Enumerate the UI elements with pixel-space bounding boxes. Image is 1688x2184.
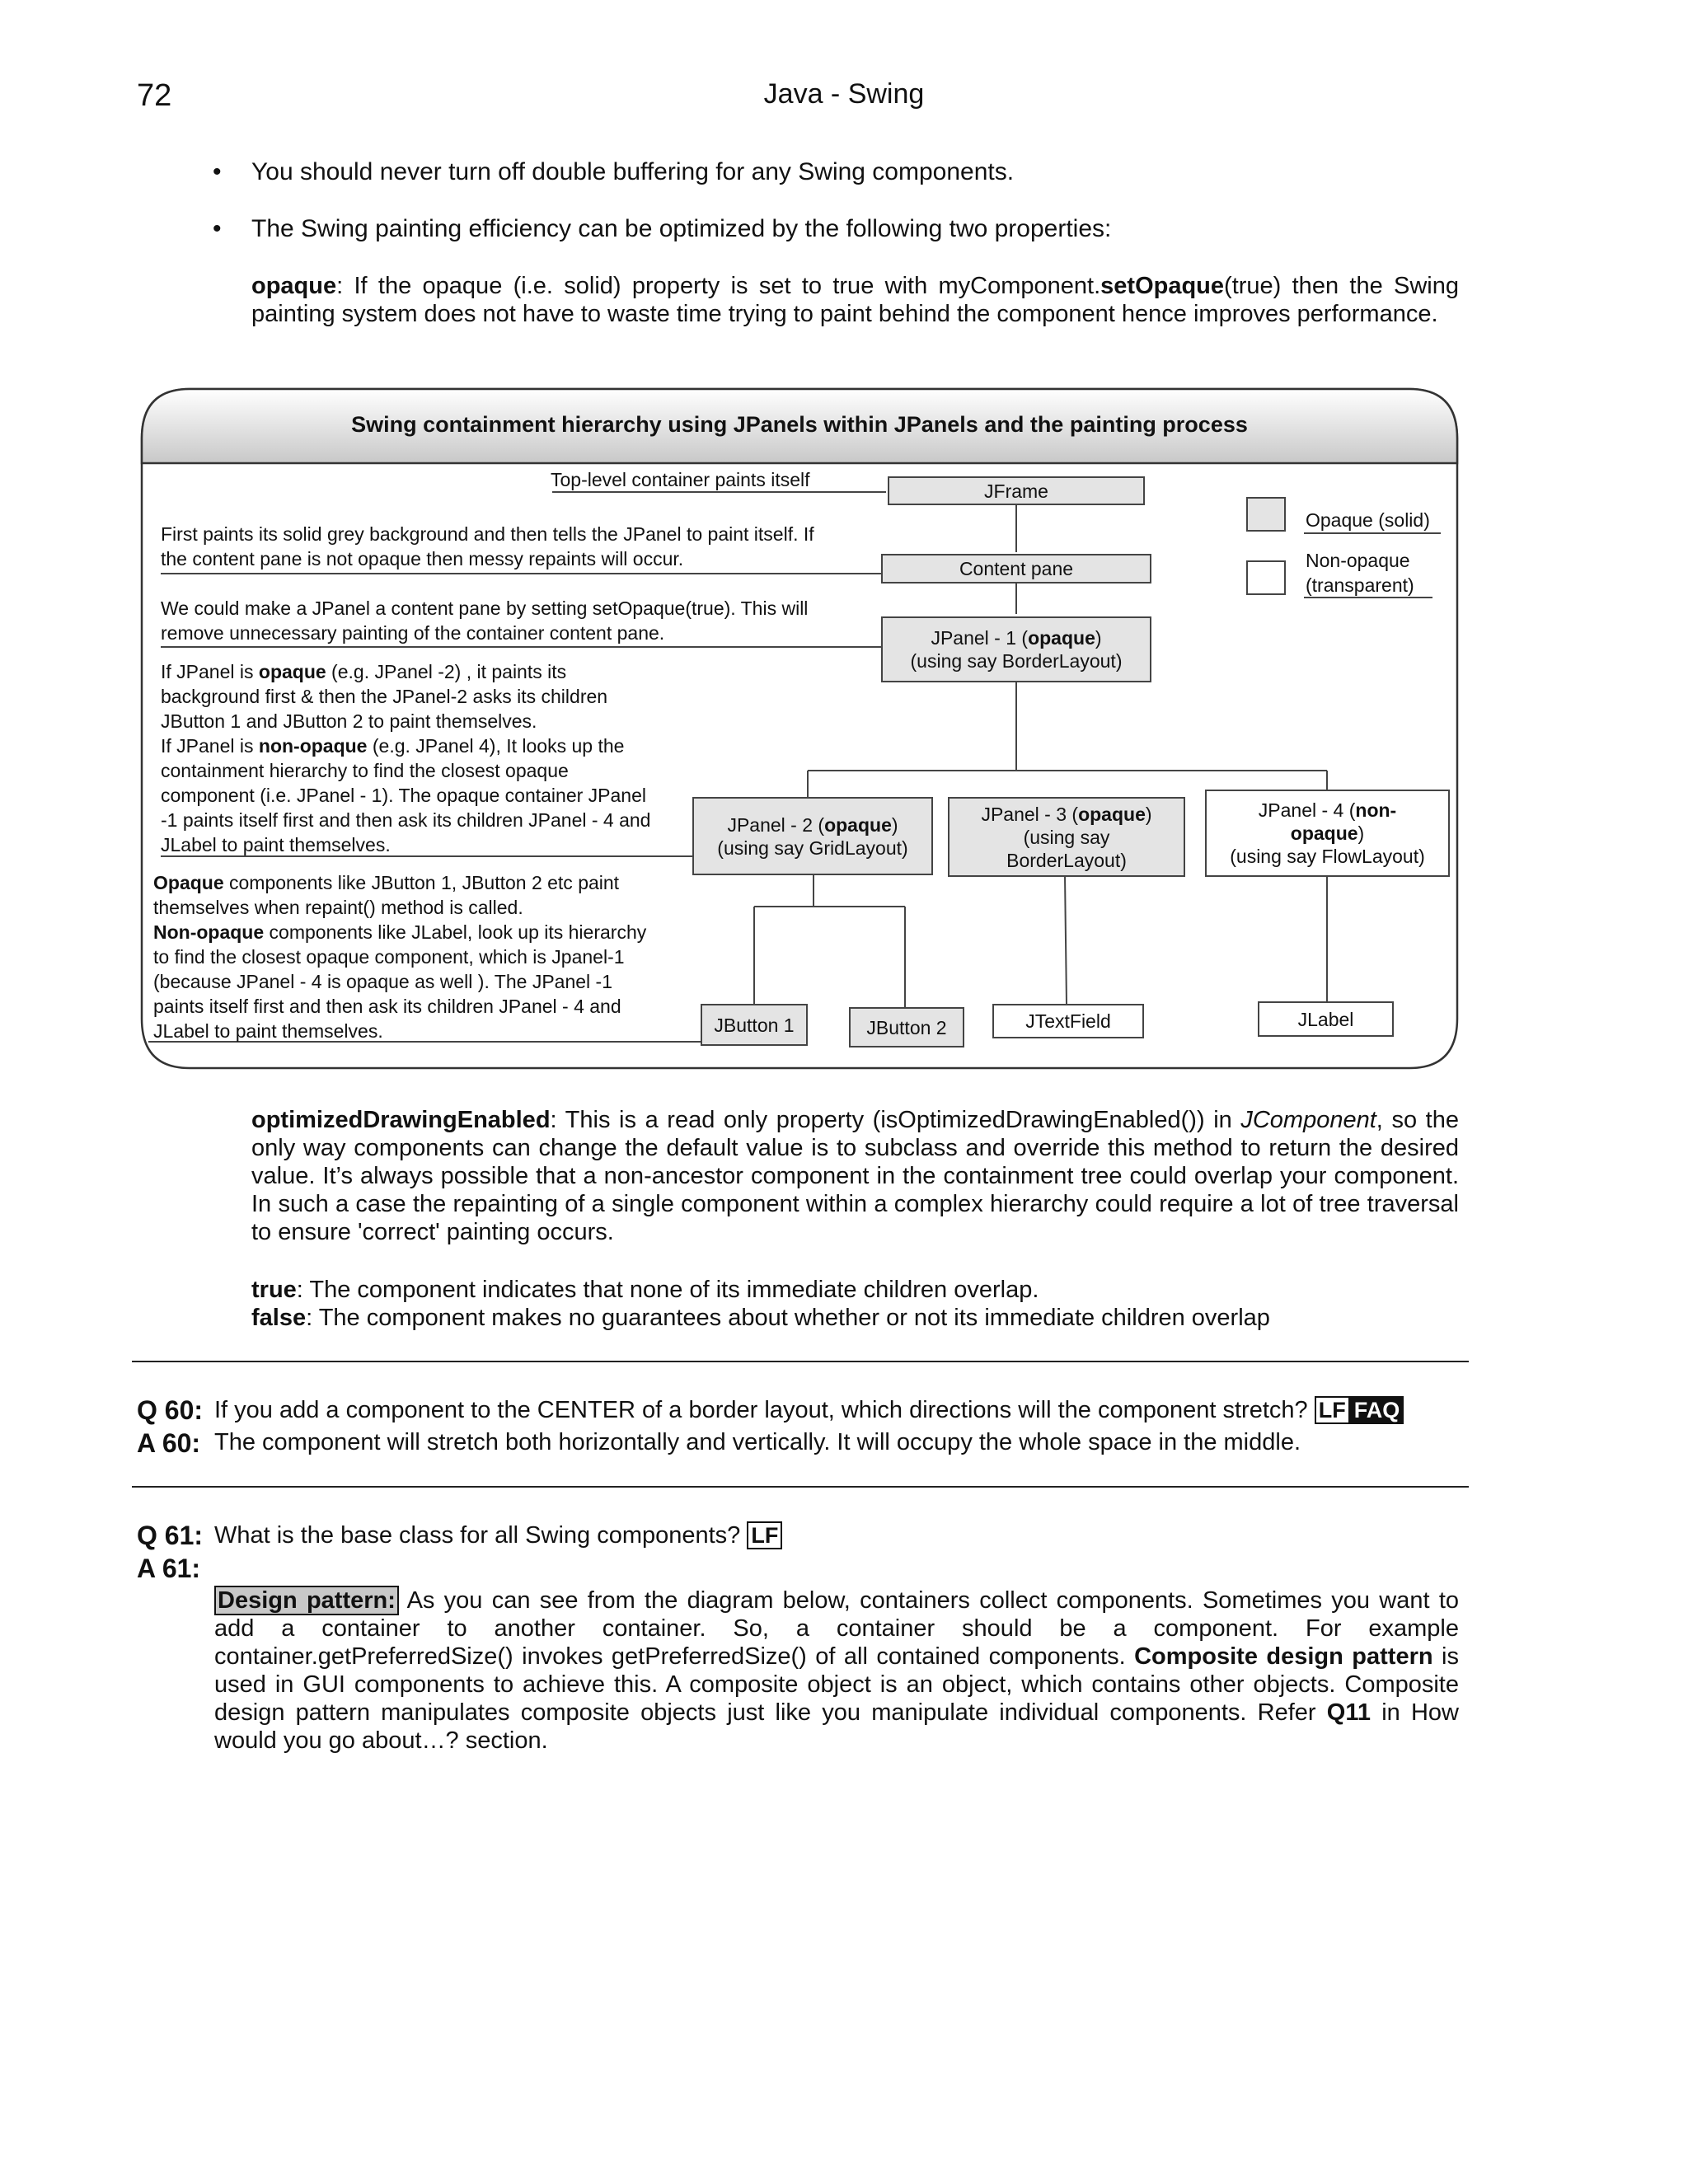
- note-jpanel-line2: remove unnecessary painting of the container content pane.: [161, 622, 665, 644]
- bullet-marker: •: [213, 215, 222, 242]
- legend-swatch-opaque: [1246, 497, 1286, 532]
- q60-question: If you add a component to the CENTER of a border layout, which directions will the component stretch? LF FAQ: [214, 1396, 1404, 1424]
- divider: [132, 1361, 1469, 1362]
- node-jbutton-2: JButton 2: [849, 1007, 964, 1047]
- legend-swatch-nonopaque: [1246, 560, 1286, 595]
- note-bottom-block: Opaque components like JButton 1, JButton 2 etc paint themselves when repaint() method is called. Non-opaque components like JLabel, look up its hierarchy to find the closest opaque component, which is Jpanel-1 (because JPanel - 4 is opaque as well ). The JPanel -1 paints itself first and then ask its children JPanel - 4 and JLabel to paint themselves.: [153, 872, 647, 1042]
- bullet-item: You should never turn off double buffering for any Swing components.: [251, 158, 1015, 185]
- a61-label: A 61:: [137, 1554, 201, 1583]
- page-number: 72: [137, 78, 172, 113]
- lf-tag: LF: [747, 1521, 782, 1549]
- a60-answer: The component will stretch both horizontally and vertically. It will occupy the whole space in the middle.: [214, 1429, 1301, 1455]
- faq-tag: FAQ: [1350, 1396, 1404, 1424]
- diagram-title: Swing containment hierarchy using JPanels within JPanels and the painting process: [351, 412, 1248, 437]
- design-pattern-label: Design pattern:: [214, 1586, 399, 1615]
- note-opaque-block: If JPanel is opaque (e.g. JPanel -2) , it paints its background first & then the JPanel-2 asks its children JButton 1 and JButton 2 to paint themselves. If JPanel is non-opaque (e.g. JPanel 4), It looks up the containment hierarchy to find the closest opaque component (i.e. JPanel - 1). The opaque container JPanel -1 paints itself first and then ask its children JPanel - 4 and JLabel to paint themselves.: [161, 661, 651, 855]
- legend-nonopaque: Non-opaque (transparent): [1306, 550, 1414, 596]
- containment-diagram: [140, 387, 1459, 1071]
- node-jlabel: JLabel: [1258, 1001, 1394, 1037]
- node-jpanel-3: JPanel - 3 (opaque) (using say BorderLayout): [948, 797, 1185, 877]
- bullet-item: The Swing painting efficiency can be optimized by the following two properties:: [251, 215, 1112, 242]
- legend-opaque: Opaque (solid): [1306, 509, 1430, 531]
- method-setopaque: setOpaque: [1100, 273, 1225, 299]
- node-jtextfield: JTextField: [992, 1004, 1144, 1038]
- q61-question: What is the base class for all Swing components? LF: [214, 1521, 782, 1549]
- note-content-pane-line1: First paints its solid grey background and then tells the JPanel to paint itself. If: [161, 523, 814, 545]
- lf-tag: LF: [1315, 1396, 1350, 1424]
- note-top-level: Top-level container paints itself: [551, 469, 810, 490]
- optimized-paragraph: optimizedDrawingEnabled: This is a read only property (isOptimizedDrawingEnabled()) in JComponent, so the only way components can change the default value is to subclass and override this method to return the desired value. It’s always possible that a non-ancestor component in the containment tree could overlap your component. In such a case the repainting of a single component within a complex hierarchy could require a lot of tree traversal to ensure 'correct' painting occurs.: [251, 1107, 1459, 1245]
- opaque-paragraph: opaque: If the opaque (i.e. solid) property is set to true with myComponent.setOpaque(true) then the Swing painting system does not have to waste time trying to paint behind the component hence improves performance.: [251, 273, 1459, 327]
- divider: [132, 1486, 1469, 1488]
- term-opaque: opaque: [251, 273, 337, 299]
- node-jpanel-1: JPanel - 1 (opaque) (using say BorderLayout): [881, 616, 1151, 682]
- node-jbutton-1: JButton 1: [701, 1004, 808, 1046]
- q61-label: Q 61:: [137, 1521, 204, 1550]
- node-jpanel-4: JPanel - 4 (non- opaque) (using say FlowLayout): [1205, 790, 1450, 877]
- note-jpanel-line1: We could make a JPanel a content pane by setting setOpaque(true). This will: [161, 598, 809, 619]
- running-title: Java - Swing: [763, 78, 925, 110]
- node-content-pane: Content pane: [881, 554, 1151, 583]
- node-jpanel-2: JPanel - 2 (opaque) (using say GridLayout): [692, 797, 933, 875]
- a61-answer: Design pattern: As you can see from the diagram below, containers collect components. Sometimes you want to add a container to another container. So, a container should be a component. For example container.getPreferredSize() invokes getPreferredSize() of all contained components. Composite design pattern is used in GUI components to achieve this. A composite object is an object, which contains other objects. Composite design pattern manipulates composite objects just like you manipulate individual components. Refer Q11 in How would you go about…? section.: [214, 1587, 1460, 1754]
- q60-label: Q 60:: [137, 1395, 204, 1425]
- note-content-pane-line2: the content pane is not opaque then messy repaints will occur.: [161, 548, 684, 569]
- a60-label: A 60:: [137, 1428, 201, 1458]
- bullet-marker: •: [213, 158, 222, 185]
- true-false-block: true: The component indicates that none of its immediate children overlap. false: The component makes no guarantees about whether or not its immediate children overlap: [251, 1277, 1270, 1331]
- node-jframe: JFrame: [888, 476, 1145, 505]
